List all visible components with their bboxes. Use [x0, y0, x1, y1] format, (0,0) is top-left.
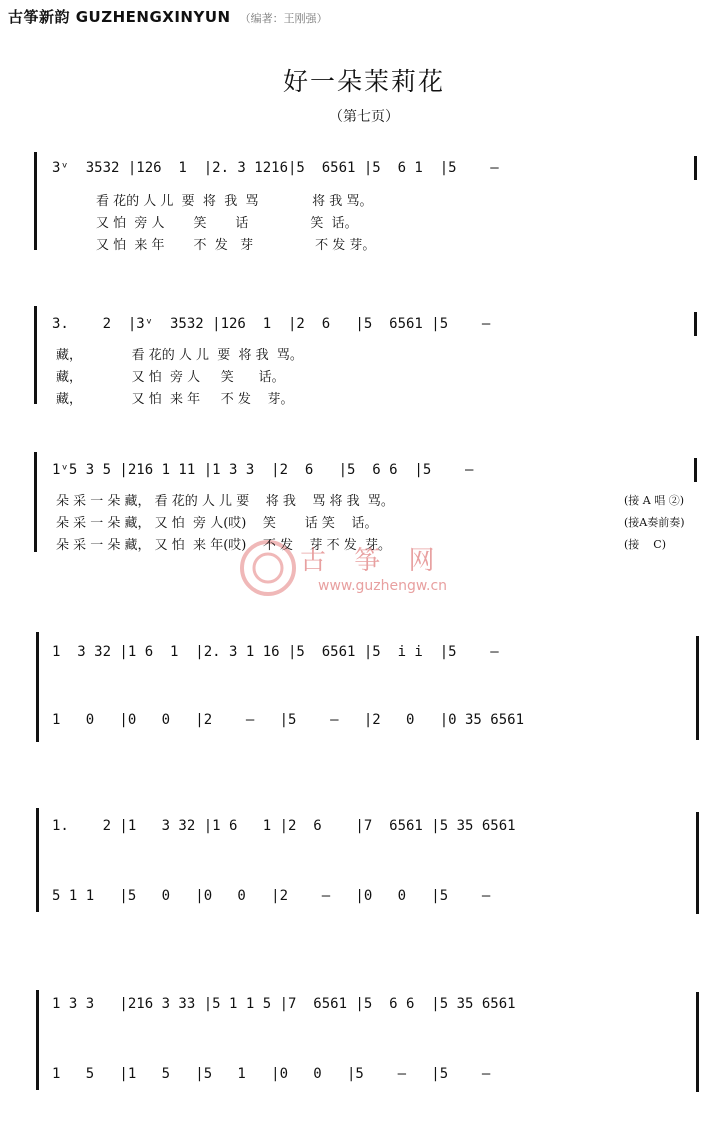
system-bracket: [34, 452, 37, 552]
lyric-line: 藏， 又 怕 旁 人 笑 话。: [56, 370, 285, 385]
lyric-line: 又 怕 旁 人 笑 话 笑 话。: [96, 216, 358, 231]
final-barline: [696, 992, 699, 1092]
final-barline: [696, 812, 699, 914]
editor-credit: （编著：王刚强）: [239, 12, 328, 25]
lyric-line: 藏， 看 花的 人 儿 要 将 我 骂。: [56, 348, 303, 363]
system-bracket: [34, 152, 37, 250]
performance-note: (接A奏前奏): [624, 516, 685, 529]
lyric-line: 朵 采 一 朵 藏， 看 花的 人 儿 要 将 我 骂 将 我 骂。: [56, 494, 394, 509]
final-barline: [694, 312, 697, 336]
notation-line: 1ᵛ5 3 5 |216 1 11 |1 3 3 |2 6 |5 6 6 |5 –: [52, 462, 474, 478]
treble-notation-line: 1 3 3 |216 3 33 |5 1 1 5 |7 6561 |5 6 6 |5 35 6561: [52, 996, 516, 1012]
lyric-line: 朵 采 一 朵 藏， 又 怕 旁 人(哎) 笑 话 笑 话。: [56, 516, 378, 531]
final-barline: [696, 636, 699, 740]
notation-line: 3. 2 |3ᵛ 3532 |126 1 |2 6 |5 6561 |5 –: [52, 316, 491, 332]
grand-staff-bracket: [36, 808, 39, 912]
watermark-url: www.guzhengw.cn: [318, 578, 448, 594]
lyric-line: 朵 采 一 朵 藏， 又 怕 来 年(哎) 不 发 芽 不 发 芽。: [56, 538, 392, 553]
page-number-label: （第七页）: [329, 109, 399, 125]
lyric-line: 藏， 又 怕 来 年 不 发 芽。: [56, 392, 294, 407]
page-header: [8, 6, 328, 27]
performance-note: (接 A 唱 ②): [624, 494, 685, 507]
bass-notation-line: 1 0 |0 0 |2 – |5 – |2 0 |0 35 6561: [52, 712, 525, 728]
watermark-text: 古 筝 网: [300, 546, 445, 576]
lyric-line: 又 怕 来 年 不 发 芽 不 发 芽。: [96, 238, 376, 253]
treble-notation-line: 1 3 32 |1 6 1 |2. 3 1 16 |5 6561 |5 i i |5 –: [52, 644, 499, 660]
treble-notation-line: 1. 2 |1 3 32 |1 6 1 |2 6 |7 6561 |5 35 6561: [52, 818, 516, 834]
grand-staff-bracket: [36, 990, 39, 1090]
final-barline: [694, 458, 697, 482]
song-title: 好一朵茉莉花: [282, 67, 445, 96]
lyric-line: 看 花的 人 儿 要 将 我 骂 将 我 骂。: [96, 194, 373, 209]
performance-note: (接 C): [624, 538, 666, 551]
grand-staff-bracket: [36, 632, 39, 742]
brand-title: 古筝新韵 GUZHENGXINYUN: [8, 8, 231, 26]
final-barline: [694, 156, 697, 180]
bass-notation-line: 1 5 |1 5 |5 1 |0 0 |5 – |5 –: [52, 1066, 491, 1082]
system-bracket: [34, 306, 37, 404]
notation-line: 3ᵛ 3532 |126 1 |2. 3 1216|5 6561 |5 6 1 |5 –: [52, 160, 499, 176]
bass-notation-line: 5 1 1 |5 0 |0 0 |2 – |0 0 |5 –: [52, 888, 491, 904]
